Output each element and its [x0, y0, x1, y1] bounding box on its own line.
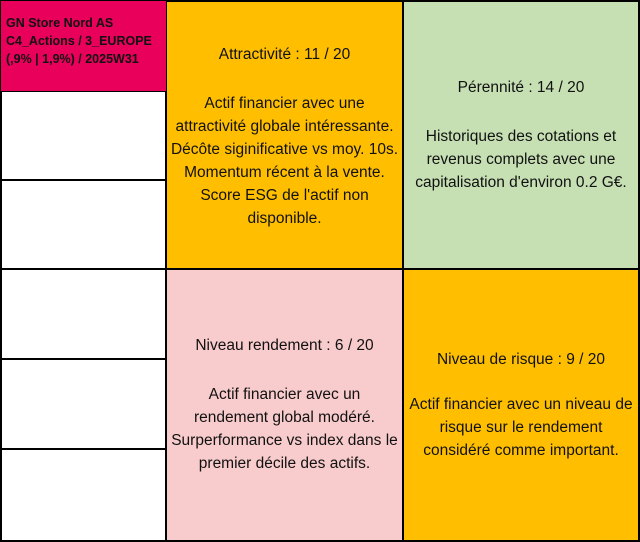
rendement-line: Actif financier avec un: [208, 386, 361, 403]
attractivite-line: Décôte siginificative vs moy. 10s.: [170, 141, 399, 158]
empty-cell: [1, 269, 166, 359]
perennite-line: Historiques des cotations et: [425, 127, 617, 145]
attractivite-heading: Attractivité : 11 / 20: [218, 46, 351, 63]
asset-name: GN Store Nord AS: [6, 16, 114, 30]
empty-cell: [1, 359, 166, 449]
perennite-body: [415, 125, 626, 194]
risque-cell: [404, 270, 638, 540]
attractivite-line: Momentum récent à la vente.: [184, 164, 385, 181]
asset-title-cell: [1, 1, 166, 91]
perennite-heading: Pérennité : 14 / 20: [457, 78, 585, 96]
risque-body: [409, 393, 632, 462]
rendement-heading: Niveau rendement : 6 / 20: [195, 337, 374, 354]
empty-cell: [1, 180, 166, 269]
attractivite-body: [171, 92, 398, 230]
risque-line: Actif financier avec un niveau de: [409, 395, 633, 413]
perennite-line: capitalisation d'environ 0.2 G€.: [415, 173, 627, 191]
attractivite-line: Score ESG de l'actif non: [200, 187, 369, 204]
rendement-body: [171, 383, 398, 475]
rendement-line: premier décile des actifs.: [198, 455, 371, 472]
attractivite-cell: [167, 2, 402, 268]
attractivite-line: Actif financier avec une: [204, 95, 365, 112]
asset-perf-period: (,9% | 1,9%) / 2025W31: [6, 52, 139, 66]
attractivite-line: disponible.: [247, 210, 322, 227]
risque-line: risque sur le rendement: [439, 418, 603, 436]
risque-heading: Niveau de risque : 9 / 20: [436, 350, 606, 368]
empty-cell: [1, 91, 166, 180]
rendement-cell: [167, 270, 402, 540]
rendement-line: Surperformance vs index dans le: [171, 432, 398, 449]
perennite-cell: [404, 2, 638, 268]
perennite-line: revenus complets avec une: [426, 150, 616, 168]
asset-path: C4_Actions / 3_EUROPE: [6, 34, 152, 48]
rendement-line: rendement global modéré.: [194, 409, 375, 426]
empty-cell: [1, 449, 166, 541]
risque-line: considéré comme important.: [423, 441, 619, 459]
attractivite-line: attractivité globale intéressante.: [175, 118, 394, 135]
